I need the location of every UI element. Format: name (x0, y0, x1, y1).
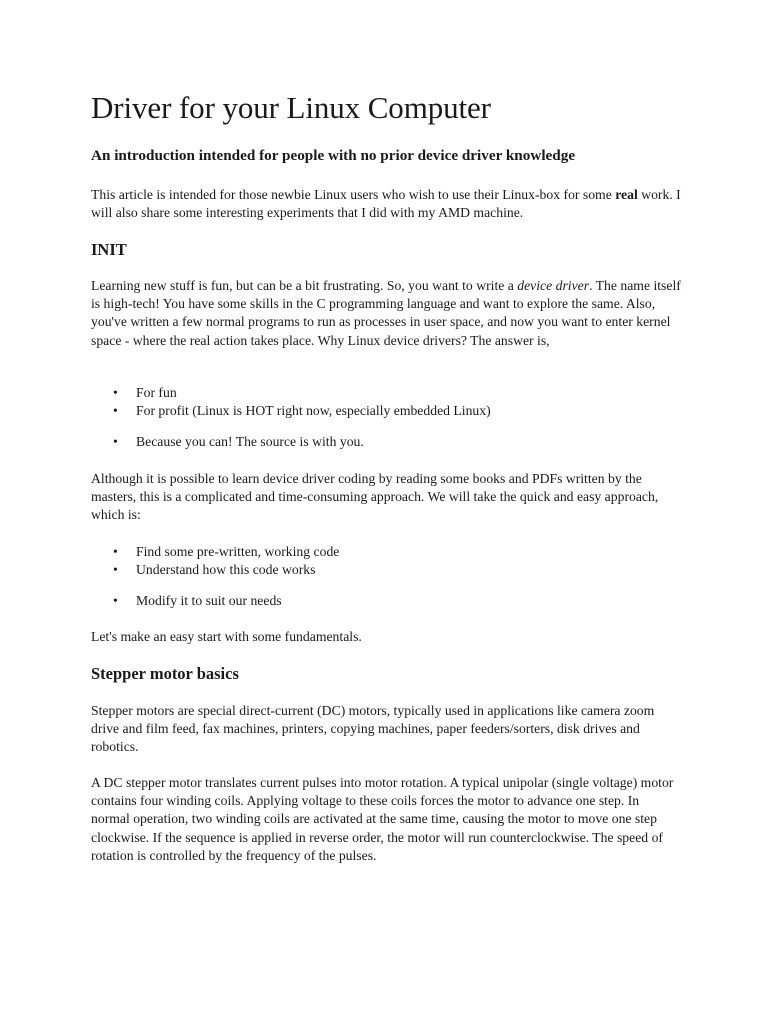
list-item-text: Modify it to suit our needs (136, 593, 282, 608)
stepper-section (91, 664, 239, 684)
list-item-text: For fun (136, 385, 177, 400)
stepper-paragraph-2: A DC stepper motor translates current pulses into motor rotation. A typical unipolar (single voltage) motor contains four winding coils. Applying voltage to these coils forces the motor to advance one step. In normal operation, two winding coils are activated at the same time, causing the motor to move one step clockwise. If the sequence is applied in reverse order, the motor will run counterclockwise. The speed of rotation is controlled by the frequency of the pulses. (91, 775, 674, 863)
stepper-paragraph-1: Stepper motors are special direct-current (DC) motors, typically used in applications like camera zoom drive and film feed, fax machines, printers, copying machines, paper feeders/sorters, disk drives and robotics. (91, 703, 655, 755)
init-section (91, 240, 127, 260)
bullet-icon: • (113, 562, 118, 577)
stepper-paragraph-1-block (91, 702, 681, 757)
list-item-text: Because you can! The source is with you. (136, 434, 364, 449)
list-item-text: Understand how this code works (136, 562, 316, 577)
init-italic-term: device driver (517, 278, 590, 293)
list-item (91, 433, 491, 451)
list-item (91, 592, 339, 610)
init-paragraph-block (91, 277, 681, 350)
bullet-icon: • (113, 385, 118, 400)
init-text-2: . The name itself is high-tech! You have some skills in the C programming language and want to explore the same. Also, you've written a few normal programs to run as processes in user space, and now you want to enter kernel space - where the real action takes place. Why Linux device drivers? The answer is, (91, 278, 681, 348)
approach-paragraph-block (91, 470, 681, 525)
list-item-text: For profit (Linux is HOT right now, especially embedded Linux) (136, 403, 491, 418)
stepper-paragraph-2-block (91, 774, 681, 865)
list-item-text: Find some pre-written, working code (136, 544, 340, 559)
start-paragraph-block (91, 628, 681, 646)
intro-text-1: This article is intended for those newbie Linux users who wish to use their Linux-box for some (91, 187, 616, 202)
init-paragraph (91, 277, 681, 350)
approach-paragraph: Although it is possible to learn device driver coding by reading some books and PDFs written by the masters, this is a complicated and time-consuming approach. We will take the quick and easy approach, which is: (91, 471, 659, 523)
steps-list (91, 543, 339, 610)
list-item (91, 543, 339, 561)
document-subtitle: An introduction intended for people with no prior device driver knowledge (91, 147, 576, 164)
init-text-1: Learning new stuff is fun, but can be a bit frustrating. So, you want to write a (91, 278, 518, 293)
steps-list-block (91, 543, 339, 610)
intro-paragraph (91, 186, 681, 222)
stepper-heading: Stepper motor basics (91, 664, 239, 683)
bullet-icon: • (113, 434, 118, 449)
intro-bold-word: real (615, 187, 638, 202)
bullet-icon: • (113, 403, 118, 418)
list-item (91, 402, 491, 420)
init-heading: INIT (91, 240, 127, 259)
list-item (91, 384, 491, 402)
document-title: Driver for your Linux Computer (91, 90, 491, 125)
start-paragraph: Let's make an easy start with some fundamentals. (91, 629, 362, 644)
intro-text-2: work. I will also share some interesting experiments that I did with my AMD machine. (91, 187, 681, 221)
intro-paragraph-block (91, 186, 681, 222)
list-item (91, 561, 339, 579)
reasons-list-block (91, 384, 491, 451)
bullet-icon: • (113, 544, 118, 559)
reasons-list (91, 384, 491, 451)
bullet-icon: • (113, 593, 118, 608)
